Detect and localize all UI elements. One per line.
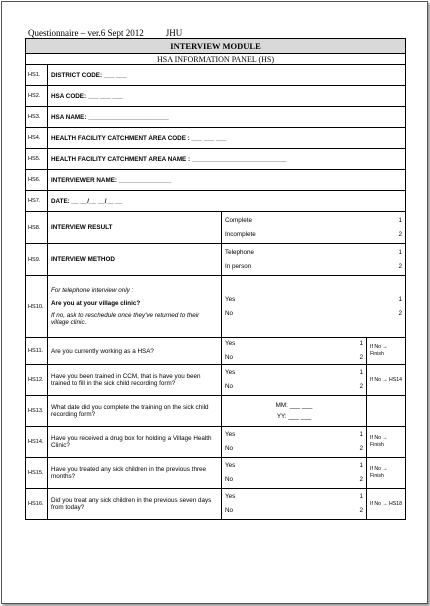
option-no[interactable]: No 2: [225, 445, 363, 452]
answer-options: [222, 427, 367, 458]
question-text: What date did you complete the training on the sick child recording form?: [48, 396, 222, 427]
option-yes[interactable]: Yes 1: [225, 462, 363, 469]
instruction-note: If no, ask to reschedule once they've returned to their village clinic.: [51, 312, 200, 326]
table-row: [26, 489, 406, 520]
option-no[interactable]: No 2: [225, 476, 363, 483]
questionnaire-version: Questionnaire – ver.6 Sept 2012: [28, 28, 144, 38]
table-row: [26, 86, 406, 107]
hsa-code-field[interactable]: HSA CODE: ___ ___ ___: [48, 86, 406, 107]
option-yes[interactable]: Yes 1: [225, 493, 363, 500]
table-row: [26, 396, 406, 427]
panel-title: HSA INFORMATION PANEL (HS): [26, 54, 406, 65]
option-no[interactable]: No 2: [225, 383, 363, 390]
table-row: [26, 338, 406, 365]
option-incomplete[interactable]: Incomplete 2: [225, 230, 403, 238]
question-text: Are you currently working as a HSA?: [48, 338, 222, 365]
option-yes[interactable]: Yes 1: [225, 295, 403, 303]
option-no[interactable]: No 2: [225, 354, 363, 361]
skip-instruction: If No → HS14: [367, 365, 406, 396]
option-in-person[interactable]: In person 2: [225, 262, 403, 270]
table-row: [26, 149, 406, 170]
question-text: INTERVIEW METHOD: [48, 244, 222, 276]
question-text: Have you received a drug box for holding a Village Health Clinic?: [48, 427, 222, 458]
table-row: [26, 107, 406, 128]
instruction-note: For telephone interview only :: [51, 287, 134, 294]
table-row: [26, 128, 406, 149]
option-yes[interactable]: Yes 1: [225, 431, 363, 438]
answer-options: [222, 458, 367, 489]
interview-date-field[interactable]: DATE: __ __/__ __/__ __: [48, 191, 406, 212]
question-code: HS9.: [26, 244, 48, 276]
question-code: HS8.: [26, 212, 48, 244]
answer-options: [222, 276, 406, 338]
question-code: HS3.: [26, 107, 48, 128]
answer-options: [222, 338, 367, 365]
option-no[interactable]: No 2: [225, 309, 403, 317]
table-row: [26, 458, 406, 489]
option-yes[interactable]: Yes 1: [225, 340, 363, 347]
question-text: Have you been trained in CCM, that is have you been trained to fill in the sick child recording form?: [48, 365, 222, 396]
table-row: [26, 170, 406, 191]
table-row: [26, 365, 406, 396]
option-telephone[interactable]: Telephone 1: [225, 248, 403, 256]
answer-options: [222, 365, 367, 396]
module-title: INTERVIEW MODULE: [26, 39, 406, 54]
question-text: INTERVIEW RESULT: [48, 212, 222, 244]
document-header: [28, 28, 182, 38]
question-code: HS16.: [26, 489, 48, 520]
question-code: HS10.: [26, 276, 48, 338]
question-code: HS14.: [26, 427, 48, 458]
question-code: HS5.: [26, 149, 48, 170]
answer-options: [222, 244, 406, 276]
question-text: Did you treat any sick children in the previous seven days from today?: [48, 489, 222, 520]
training-month-field[interactable]: MM: ___ ___: [275, 402, 313, 409]
interviewer-name-field[interactable]: INTERVIEWER NAME: _______________: [48, 170, 406, 191]
table-row: [26, 276, 406, 338]
answer-options: [222, 489, 367, 520]
district-code-field[interactable]: DISTRICT CODE: ___ ___: [48, 65, 406, 86]
skip-instruction: If No → Finish: [367, 427, 406, 458]
table-row: [26, 212, 406, 244]
table-row: [26, 65, 406, 86]
option-no[interactable]: No 2: [225, 507, 363, 514]
question-code: HS1.: [26, 65, 48, 86]
question-text: Have you treated any sick children in the previous three months?: [48, 458, 222, 489]
question-code: HS7.: [26, 191, 48, 212]
question-text: [48, 276, 222, 338]
skip-instruction: [367, 396, 406, 427]
question-code: HS11.: [26, 338, 48, 365]
skip-instruction: If No → HS18: [367, 489, 406, 520]
table-row: [26, 191, 406, 212]
question-code: HS13.: [26, 396, 48, 427]
question-code: HS15.: [26, 458, 48, 489]
question-code: HS6.: [26, 170, 48, 191]
catchment-area-name-field[interactable]: HEALTH FACILITY CATCHMENT AREA NAME : ___________________________: [48, 149, 406, 170]
skip-instruction: If No → Finish: [367, 338, 406, 365]
table-row: [26, 244, 406, 276]
training-year-field[interactable]: YY: ___ ___: [276, 413, 312, 420]
hsa-name-field[interactable]: HSA NAME: _______________________: [48, 107, 406, 128]
question-code: HS2.: [26, 86, 48, 107]
option-complete[interactable]: Complete 1: [225, 216, 403, 224]
option-yes[interactable]: Yes 1: [225, 369, 363, 376]
catchment-area-code-field[interactable]: HEALTH FACILITY CATCHMENT AREA CODE : ___ ___ ___: [48, 128, 406, 149]
table-row: [26, 427, 406, 458]
question-code: HS4.: [26, 128, 48, 149]
question-label: Are you at your village clinic?: [51, 300, 141, 307]
skip-instruction: If No → Finish: [367, 458, 406, 489]
question-code: HS12.: [26, 365, 48, 396]
date-fields: [222, 396, 367, 427]
hsa-information-table: [25, 38, 406, 520]
answer-options: [222, 212, 406, 244]
organization: JHU: [165, 28, 183, 38]
